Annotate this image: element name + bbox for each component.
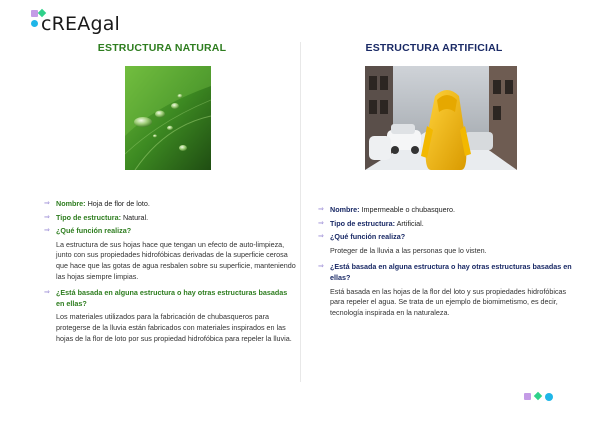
bullet-arrow-icon: ⇒ (44, 289, 50, 297)
natural-title: ESTRUCTURA NATURAL (97, 42, 227, 54)
corner-decoration (524, 392, 554, 401)
bullet-arrow-icon: ⇒ (44, 213, 50, 221)
lotus-leaf-image (125, 66, 211, 170)
natural-nombre: ⇒ Nombre: Hoja de flor de loto. (44, 199, 150, 208)
logo-square-icon (31, 10, 38, 17)
logo (30, 8, 140, 35)
column-divider (300, 42, 301, 382)
bullet-arrow-icon: ⇒ (318, 219, 324, 227)
artificial-nombre: ⇒ Nombre: Impermeable o chubasquero. (318, 205, 456, 214)
artificial-funcion-question: ⇒ ¿Qué función realiza? (318, 232, 406, 242)
artificial-info (318, 205, 580, 324)
natural-funcion-question: ⇒ ¿Qué función realiza? (44, 226, 132, 236)
circle-icon (545, 393, 553, 401)
artificial-basada-question: ⇒ ¿Está basada en alguna estructura o hay otras estructuras basadas en ellas? (318, 262, 572, 282)
natural-basada-text: Los materiales utilizados para la fabricación de chubasqueros para protegerse de la lluvia están fabricados con materiales inspirados en las hojas de la flor de loto por sus propiedad hidrofóbica para repeler la lluvia. (56, 312, 292, 343)
bullet-arrow-icon: ⇒ (318, 233, 324, 241)
natural-info (44, 199, 296, 350)
logo-text: cREAgal (41, 13, 121, 35)
bullet-arrow-icon: ⇒ (318, 263, 324, 271)
artificial-title: ESTRUCTURA ARTIFICIAL (365, 42, 503, 54)
artificial-funcion-text: Proteger de la lluvia a las personas que lo visten. (330, 245, 487, 255)
square-icon (524, 393, 531, 400)
natural-funcion-text: La estructura de sus hojas hace que tengan un efecto de auto-limpieza, junto con sus propiedades hidrofóbicas derivadas de la superficie cerosa que hace que las gotas de agua resbalen sobre su superficie, manteniendo las hojas siempre limpias. (56, 239, 296, 281)
artificial-basada-text: Está basada en las hojas de la flor del loto y sus propiedades hidrofóbicas para repeler el agua. Se trata de un ejemplo de biomimetismo, es decir, tecnología inspirada en la naturaleza. (330, 286, 567, 317)
bullet-arrow-icon: ⇒ (44, 200, 50, 207)
bullet-arrow-icon: ⇒ (44, 227, 50, 235)
raincoat-image (365, 66, 517, 170)
natural-tipo: ⇒ Tipo de estructura: Natural. (44, 212, 149, 222)
bullet-arrow-icon: ⇒ (318, 206, 324, 213)
artificial-tipo: ⇒ Tipo de estructura: Artificial. (318, 218, 424, 228)
logo-circle-icon (31, 20, 38, 27)
natural-basada-question: ⇒ ¿Está basada en alguna estructura o hay otras estructuras basadas en ellas? (44, 288, 288, 308)
diamond-icon (534, 392, 542, 400)
